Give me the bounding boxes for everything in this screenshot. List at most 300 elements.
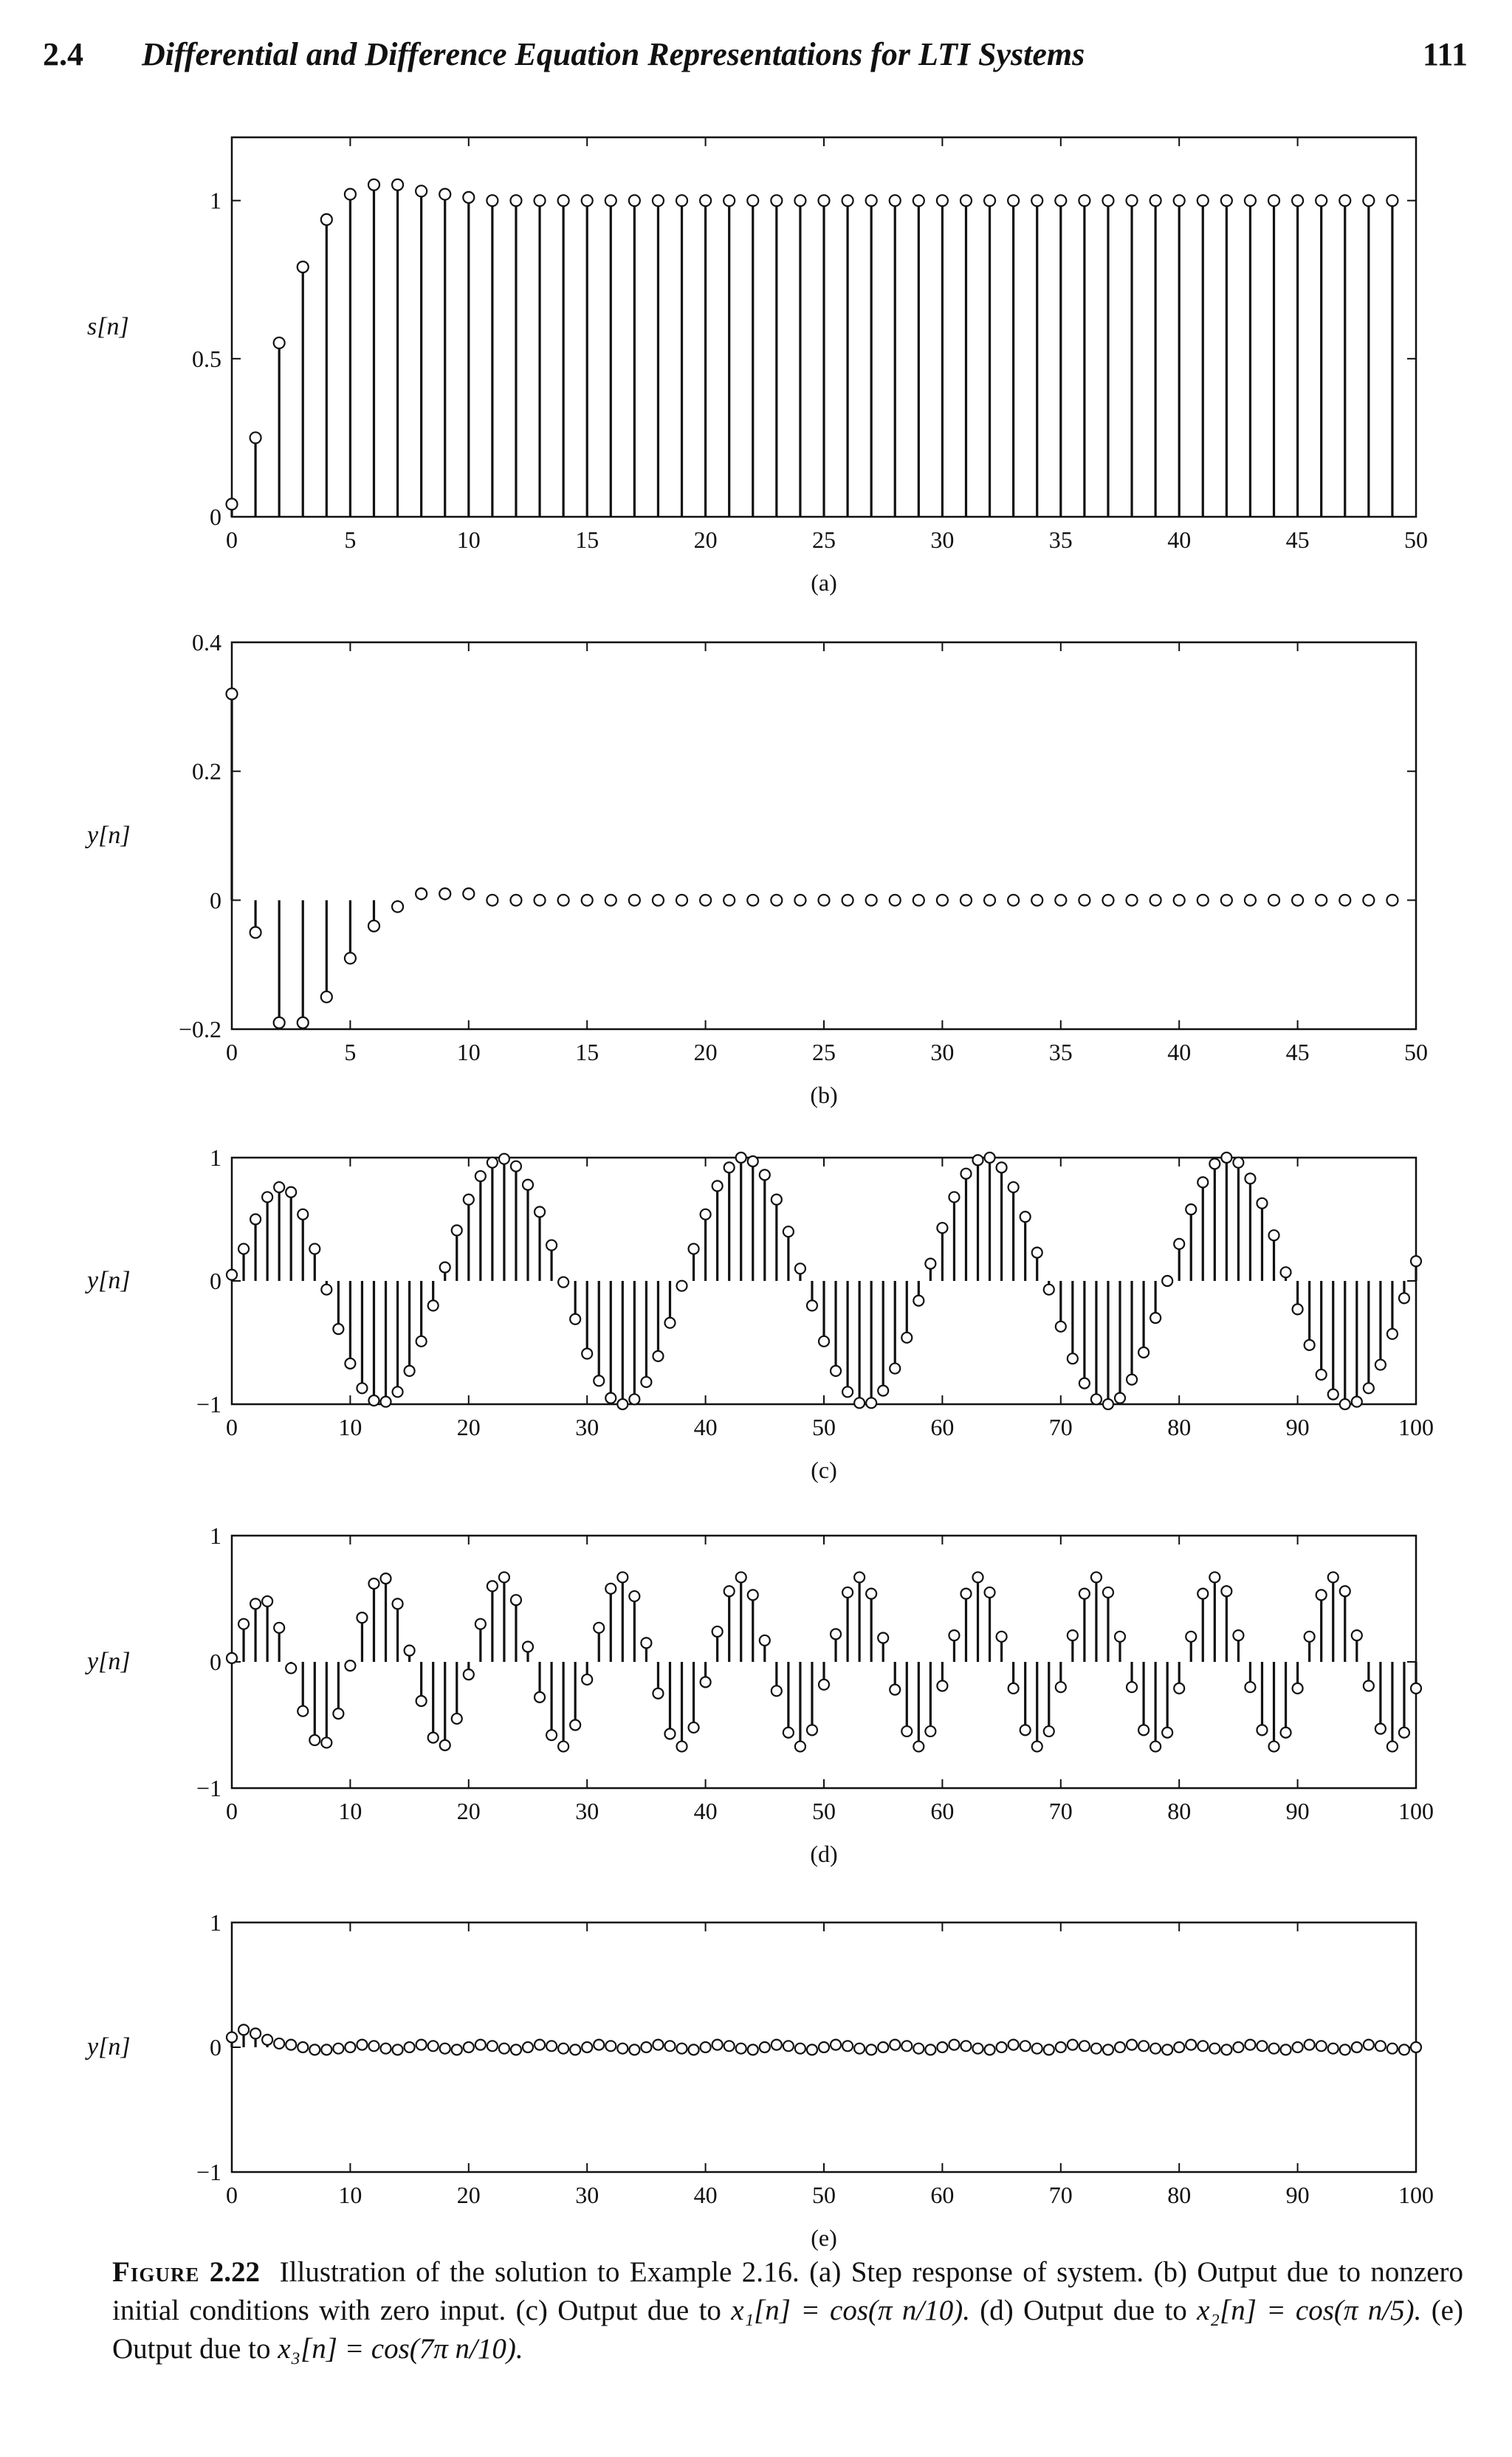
stem-marker <box>997 1162 1007 1172</box>
stem-marker <box>440 2044 450 2054</box>
stem-marker <box>1197 195 1209 206</box>
stem-marker <box>1269 1742 1279 1752</box>
stem-marker <box>937 195 948 206</box>
y-tick-label: −1 <box>196 2159 221 2185</box>
y-tick-label: 0.2 <box>192 757 221 785</box>
stem-marker <box>866 2044 876 2055</box>
stem-marker <box>831 2040 841 2050</box>
stem-marker <box>878 1386 888 1396</box>
x-tick-label: 10 <box>456 526 481 553</box>
x-tick-label: 80 <box>1167 2182 1192 2208</box>
y-tick-label: 0 <box>210 504 221 530</box>
stem-marker <box>890 1364 900 1374</box>
stem-marker <box>1399 2044 1409 2055</box>
stem-marker <box>961 1169 971 1179</box>
stem-marker <box>677 1742 687 1752</box>
stem-marker <box>1411 1683 1421 1694</box>
stem-marker <box>1328 1572 1339 1582</box>
stem-marker <box>274 1017 285 1028</box>
stem-marker <box>250 1214 261 1225</box>
stem-marker <box>736 2044 746 2054</box>
stem-marker <box>831 1366 841 1376</box>
y-tick-label: 1 <box>210 1144 221 1171</box>
stem-marker <box>653 895 664 906</box>
stem-marker <box>523 2042 533 2052</box>
stem-marker <box>913 1296 924 1306</box>
stem-marker <box>985 2044 995 2055</box>
stem-marker <box>499 1572 509 1582</box>
stem-marker <box>1221 2044 1231 2055</box>
stem-marker <box>511 1161 521 1172</box>
panel-label: (c) <box>811 1457 837 1483</box>
stem-marker <box>1293 2042 1303 2052</box>
stem-marker <box>1115 1393 1125 1403</box>
stem-marker <box>1233 1158 1243 1168</box>
caption-text-3: (e) Output due to <box>112 2295 1463 2365</box>
stem-marker <box>405 2042 415 2052</box>
stem-marker <box>333 1708 343 1719</box>
stem-marker <box>428 2041 439 2051</box>
stem-marker <box>748 1156 758 1166</box>
stem-marker <box>653 1688 663 1699</box>
stem-marker <box>1305 2040 1315 2050</box>
stem-marker <box>890 1685 900 1695</box>
stem-marker <box>1127 1375 1137 1385</box>
stem-marker <box>463 888 474 899</box>
stem-marker <box>487 1581 498 1591</box>
stem-marker <box>1044 1726 1054 1736</box>
stem-marker <box>393 1386 403 1397</box>
stem-marker <box>321 992 332 1003</box>
stem-marker <box>238 1244 249 1254</box>
stem-marker <box>345 189 356 200</box>
stem-marker <box>1316 1370 1327 1380</box>
stem-marker <box>925 2044 935 2055</box>
x-tick-label: 30 <box>930 526 955 553</box>
x-tick-label: 20 <box>693 526 718 553</box>
stem-marker <box>700 195 711 206</box>
y-axis-label: y[n] <box>87 1267 131 1294</box>
stem-marker <box>1055 195 1066 206</box>
stem-marker <box>760 2042 770 2052</box>
stem-marker <box>487 195 498 206</box>
x-tick-label: 35 <box>1048 526 1073 553</box>
stem-marker <box>1399 1728 1409 1738</box>
stem-marker <box>807 1300 817 1310</box>
stem-marker <box>523 1641 533 1652</box>
stem-marker <box>238 1619 249 1629</box>
stem-marker <box>392 179 403 190</box>
x-tick-label: 90 <box>1285 2182 1310 2208</box>
stem-marker <box>511 2044 521 2055</box>
stem-marker <box>298 1209 308 1220</box>
stem-marker <box>1008 2040 1019 2050</box>
stem-marker <box>464 1195 474 1205</box>
stem-marker <box>949 1192 959 1202</box>
stem-marker <box>1079 2041 1090 2051</box>
stem-marker <box>736 1152 746 1163</box>
stem-marker <box>866 895 877 906</box>
stem-marker <box>1245 895 1256 906</box>
stem-marker <box>1352 1630 1362 1640</box>
stem-marker <box>1316 1590 1327 1600</box>
stem-marker <box>1293 1304 1303 1314</box>
stem-marker <box>570 1314 580 1324</box>
stem-marker <box>736 1572 746 1582</box>
stem-marker <box>1375 1724 1386 1734</box>
y-tick-label: 0.4 <box>192 629 221 656</box>
stem-marker <box>878 2042 888 2052</box>
stem-marker <box>368 2041 379 2051</box>
stem-marker <box>368 179 379 190</box>
x-tick-label: 15 <box>575 1039 599 1065</box>
y-tick-label: −1 <box>196 1391 221 1418</box>
stem-marker <box>1150 2044 1161 2054</box>
stem-marker <box>1031 895 1042 906</box>
y-tick-label: 0 <box>210 1649 221 1675</box>
stem-marker <box>250 2028 261 2038</box>
x-tick-label: 80 <box>1167 1414 1192 1440</box>
stem-marker <box>298 2042 308 2052</box>
stem-marker <box>1340 1586 1350 1596</box>
stem-marker <box>984 195 995 206</box>
stem-marker <box>558 1742 568 1752</box>
stem-marker <box>333 2044 343 2054</box>
stem-marker <box>629 2044 639 2055</box>
x-tick-label: 30 <box>575 1798 599 1824</box>
stem-marker <box>439 189 450 200</box>
stem-marker <box>1233 1630 1243 1640</box>
stem-marker <box>582 1349 592 1359</box>
stem-marker <box>1363 195 1374 206</box>
stem-marker <box>712 1626 723 1637</box>
stem-marker <box>1328 2044 1339 2054</box>
stem-marker <box>1245 2040 1255 2050</box>
stem-marker <box>1174 1683 1184 1694</box>
stem-marker <box>1292 895 1303 906</box>
stem-marker <box>1305 1340 1315 1350</box>
stem-marker <box>760 1169 770 1180</box>
stem-marker <box>546 1730 557 1740</box>
stem-marker <box>866 195 877 206</box>
stem-marker <box>605 195 616 206</box>
x-tick-label: 60 <box>930 2182 955 2208</box>
stem-marker <box>309 1244 320 1254</box>
x-tick-label: 90 <box>1285 1798 1310 1824</box>
stem-marker <box>937 1223 947 1233</box>
stem-marker <box>416 1696 427 1706</box>
stem-marker <box>1375 1360 1386 1370</box>
stem-marker <box>1268 195 1279 206</box>
stem-marker <box>878 1633 888 1643</box>
stem-marker <box>381 1573 391 1584</box>
stem-marker <box>1068 2040 1078 2050</box>
stem-marker <box>866 1589 876 1599</box>
stem-marker <box>677 1281 687 1291</box>
x-tick-label: 100 <box>1398 2182 1434 2208</box>
stem-marker <box>464 1669 474 1680</box>
stem-marker <box>724 1162 735 1172</box>
stem-marker <box>890 195 901 206</box>
stem-marker <box>286 1187 296 1197</box>
x-tick-label: 40 <box>1167 526 1192 553</box>
x-tick-label: 0 <box>226 526 238 553</box>
stem-marker <box>629 195 640 206</box>
x-tick-label: 30 <box>930 1039 955 1065</box>
stem-marker <box>558 195 569 206</box>
stem-marker <box>416 888 427 899</box>
x-tick-label: 40 <box>693 2182 718 2208</box>
section-title: Differential and Difference Equation Representations for LTI Systems <box>142 36 1085 72</box>
y-tick-label: 1 <box>210 1909 221 1936</box>
stem-marker <box>464 2042 474 2052</box>
stem-marker <box>274 1623 284 1633</box>
stem-marker <box>783 1728 794 1738</box>
stem-marker <box>309 2044 320 2055</box>
stem-marker <box>913 2044 924 2054</box>
stem-marker <box>227 1653 237 1663</box>
stem-marker <box>901 2041 912 2051</box>
stem-marker <box>475 2040 486 2050</box>
x-tick-label: 10 <box>456 1039 481 1065</box>
stem-marker <box>345 1358 355 1369</box>
stem-marker <box>1150 1742 1161 1752</box>
x-tick-label: 40 <box>693 1414 718 1440</box>
stem-marker <box>890 2040 900 2050</box>
stem-marker <box>842 2041 853 2051</box>
panel-label: (a) <box>811 569 837 596</box>
x-tick-label: 70 <box>1048 1414 1073 1440</box>
stem-marker <box>1162 1276 1172 1286</box>
stem-marker <box>795 1742 805 1752</box>
stem-marker <box>961 1589 971 1599</box>
y-axis-label: y[n] <box>87 1648 131 1675</box>
stem-marker <box>499 1154 509 1164</box>
stem-marker <box>1032 1248 1042 1258</box>
x-tick-label: 35 <box>1048 1039 1073 1065</box>
stem-marker <box>783 1226 794 1237</box>
x-tick-label: 20 <box>456 2182 481 2208</box>
stem-marker <box>913 195 924 206</box>
stem-marker <box>1257 1198 1267 1209</box>
stem-marker <box>1020 1725 1031 1735</box>
stem-marker <box>368 1578 379 1589</box>
y-axis-label: s[n] <box>87 313 129 340</box>
stem-marker <box>405 1646 415 1656</box>
stem-marker <box>440 1740 450 1750</box>
x-tick-label: 10 <box>338 2182 362 2208</box>
stem-marker <box>227 2032 237 2042</box>
stem-marker <box>1150 895 1161 906</box>
caption-math-3: x₃[n] = cos(7π n/10). <box>278 2333 523 2365</box>
stem-marker <box>1292 195 1303 206</box>
stem-marker <box>570 1720 580 1731</box>
stem-marker <box>1186 2040 1196 2050</box>
stem-marker <box>1375 2041 1386 2051</box>
x-tick-label: 0 <box>226 1798 238 1824</box>
stem-marker <box>1293 1683 1303 1694</box>
stem-marker <box>1031 195 1042 206</box>
stem-marker <box>1068 1353 1078 1364</box>
stem-marker <box>345 1660 355 1671</box>
stem-marker <box>1364 2040 1374 2050</box>
stem-marker <box>298 1017 309 1028</box>
stem-marker <box>510 195 521 206</box>
panel-5 <box>85 1909 1434 2251</box>
stem-marker <box>1387 1329 1398 1339</box>
stem-marker <box>629 1394 639 1404</box>
stem-marker <box>712 2040 723 2050</box>
stem-marker <box>405 1366 415 1376</box>
stem-marker <box>1102 195 1113 206</box>
stem-marker <box>238 2024 249 2035</box>
stem-marker <box>368 1395 379 1406</box>
stem-marker <box>937 895 948 906</box>
stem-marker <box>523 1180 533 1190</box>
stem-marker <box>1221 895 1232 906</box>
stem-marker <box>842 195 853 206</box>
stem-marker <box>1221 195 1232 206</box>
stem-marker <box>321 1285 331 1295</box>
stem-marker <box>701 1677 711 1687</box>
stem-marker <box>250 1598 261 1609</box>
x-tick-label: 70 <box>1048 1798 1073 1824</box>
section-number: 2.4 <box>43 36 83 72</box>
stem-marker <box>724 2041 735 2051</box>
stem-marker <box>724 195 735 206</box>
stem-marker <box>1399 1293 1409 1303</box>
x-tick-label: 90 <box>1285 1414 1310 1440</box>
stem-marker <box>274 1182 284 1192</box>
stem-marker <box>570 2044 580 2055</box>
y-tick-label: −0.2 <box>178 1016 221 1042</box>
stem-marker <box>1245 195 1256 206</box>
stem-marker <box>1020 1212 1031 1222</box>
stem-marker <box>321 214 332 225</box>
caption-math-1: x₁[n] = cos(π n/10). <box>731 2295 970 2326</box>
stem-marker <box>345 2042 355 2052</box>
stem-marker <box>641 2042 651 2052</box>
caption-text-1: Illustration of the solution to Example 2.16. (a) Step response of system. (b) Output due to nonzero initial conditions with zero input. (c) Output due to <box>112 2256 1464 2326</box>
x-tick-label: 25 <box>812 526 836 553</box>
stem-marker <box>617 1572 628 1582</box>
y-axis-label: y[n] <box>87 2033 131 2061</box>
stem-marker <box>605 2041 616 2051</box>
stem-marker <box>321 1737 331 1748</box>
stem-marker <box>262 1192 272 1202</box>
stem-marker <box>487 2041 498 2051</box>
stem-marker <box>368 921 379 932</box>
stem-marker <box>1209 2044 1220 2054</box>
stem-marker <box>286 1663 296 1674</box>
stem-marker <box>794 895 805 906</box>
x-tick-label: 100 <box>1398 1414 1434 1440</box>
stem-marker <box>984 895 995 906</box>
stem-marker <box>1328 1389 1339 1400</box>
stem-marker <box>594 2040 604 2050</box>
stem-marker <box>227 498 238 509</box>
stem-marker <box>1221 1586 1231 1596</box>
y-tick-label: 1 <box>210 187 221 214</box>
x-tick-label: 5 <box>344 526 357 553</box>
stem-marker <box>794 195 805 206</box>
stem-marker <box>1103 1399 1113 1409</box>
stem-marker <box>819 895 830 906</box>
stem-marker <box>1197 895 1209 906</box>
panel-4 <box>85 1522 1434 1867</box>
stem-marker <box>1174 195 1185 206</box>
stem-marker <box>1352 2042 1362 2052</box>
x-tick-label: 50 <box>812 1414 836 1440</box>
y-tick-label: 0.5 <box>192 345 221 372</box>
stem-marker <box>1316 195 1327 206</box>
stem-marker <box>842 1587 853 1598</box>
stem-marker <box>1340 1399 1350 1409</box>
x-tick-label: 20 <box>456 1798 481 1824</box>
stem-marker <box>854 1572 865 1582</box>
stem-marker <box>617 1399 628 1409</box>
stem-marker <box>1339 895 1350 906</box>
stem-marker <box>381 1397 391 1407</box>
stem-marker <box>1008 1182 1019 1192</box>
stem-marker <box>1352 1397 1362 1407</box>
stem-marker <box>381 2044 391 2054</box>
x-tick-label: 0 <box>226 2182 238 2208</box>
stem-marker <box>227 1270 237 1280</box>
stem-marker <box>250 927 261 938</box>
x-tick-label: 20 <box>693 1039 718 1065</box>
stem-marker <box>1186 1204 1196 1214</box>
stem-marker <box>913 895 924 906</box>
stem-marker <box>416 185 427 196</box>
stem-marker <box>582 2042 592 2052</box>
panel-label: (d) <box>810 1841 838 1867</box>
stem-marker <box>629 895 640 906</box>
stem-marker <box>1103 2044 1113 2055</box>
stem-marker <box>1032 1742 1042 1752</box>
stem-marker <box>1233 2042 1243 2052</box>
x-tick-label: 0 <box>226 1414 238 1440</box>
stem-marker <box>677 2044 687 2054</box>
stem-marker <box>689 1244 699 1254</box>
stem-marker <box>416 2040 427 2050</box>
stem-marker <box>487 1158 498 1168</box>
caption-number: 2.22 <box>209 2256 260 2288</box>
stem-marker <box>961 895 972 906</box>
stem-marker <box>1386 195 1398 206</box>
stem-marker <box>819 195 830 206</box>
stem-marker <box>1174 1239 1184 1249</box>
stem-marker <box>985 1587 995 1598</box>
stem-marker <box>1056 1682 1066 1692</box>
stem-marker <box>298 261 309 272</box>
stem-marker <box>653 195 664 206</box>
stem-marker <box>1339 195 1350 206</box>
stem-marker <box>1079 195 1090 206</box>
x-tick-label: 40 <box>693 1798 718 1824</box>
stem-marker <box>357 2040 367 2050</box>
stem-marker <box>689 2044 699 2055</box>
stem-marker <box>913 1742 924 1752</box>
stem-marker <box>1257 1725 1267 1735</box>
stem-marker <box>428 1300 439 1310</box>
stem-marker <box>901 1333 912 1343</box>
stem-marker <box>535 895 546 906</box>
x-tick-label: 0 <box>226 1039 238 1065</box>
stem-marker <box>1079 1589 1090 1599</box>
stem-marker <box>997 2042 1007 2052</box>
stem-marker <box>819 1680 829 1690</box>
